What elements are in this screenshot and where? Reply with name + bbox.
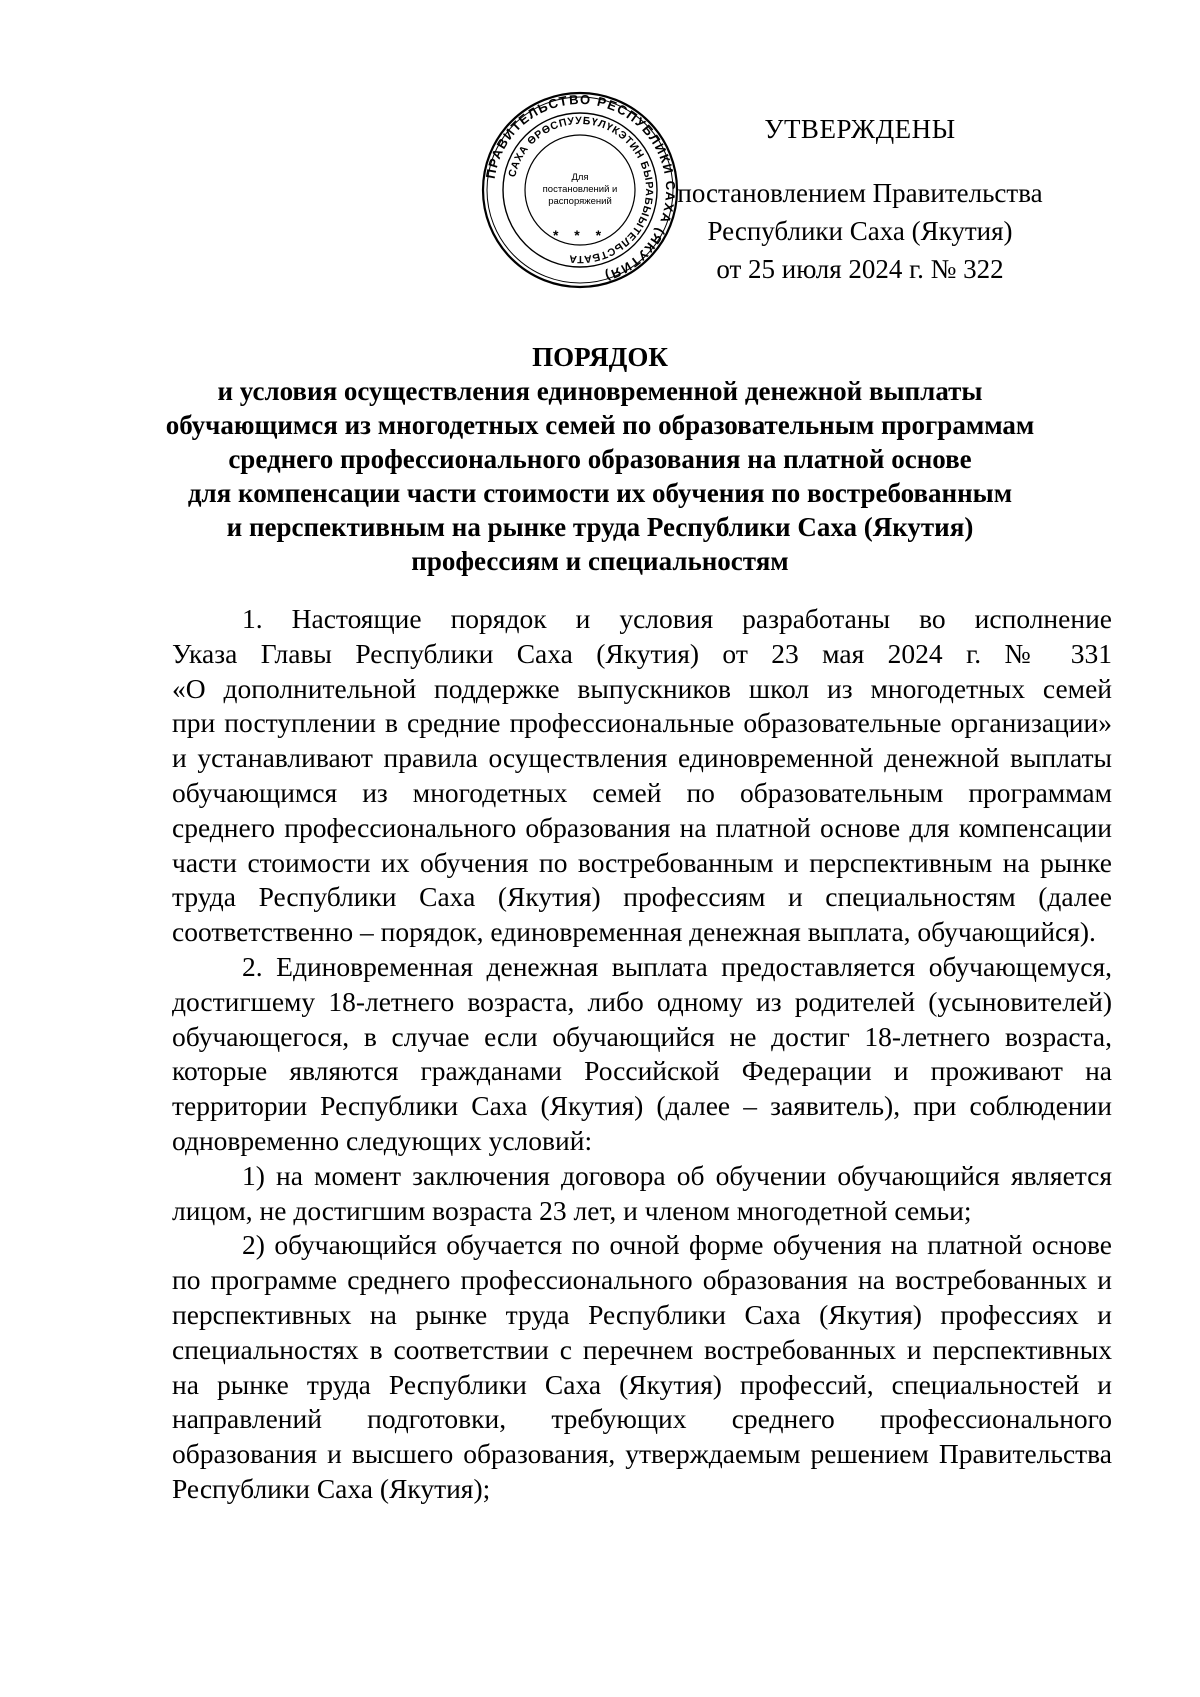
approval-line: постановлением Правительства [677,178,1043,208]
official-seal-stamp [480,90,680,290]
seal-stars: * * * [552,227,608,243]
paragraph-1-line: 1. Настоящие порядок и условия разработаны во исполнение [242,603,1112,634]
condition-2-line: 2) обучающийся обучается по очной форме обучения на платной основе [242,1229,1112,1261]
title-line: профессиям и специальностям [411,546,789,576]
paragraph-1-line: при поступлении в средние профессиональные образовательные организации» [172,707,1112,739]
paragraph-1-line: труда Республики Саха (Якутия) профессиям и специальностям (далее [172,881,1112,913]
paragraph-2-line: достигшему 18-летнего возраста, либо одному из родителей (усыновителей) [172,985,1112,1017]
title-line: обучающимся из многодетных семей по образовательным программам [165,410,1035,440]
title-line: для компенсации части стоимости их обучения по востребованным [187,478,1013,508]
paragraph-2-line: одновременно следующих условий: [172,1124,593,1156]
title-line: и условия осуществления единовременной денежной выплаты [217,376,983,406]
seal-inner-text: САХА ӨРӨСПУУБҮЛҮКЭТИН БЫРАБЫЫТЕЛЬСТБАТА [506,114,656,266]
approval-label: УТВЕРЖДЕНЫ [764,114,956,144]
document-title [150,340,1050,578]
condition-2-line: Республики Саха (Якутия); [172,1472,491,1504]
condition-1-line: 1) на момент заключения договора об обучении обучающийся является [242,1159,1112,1191]
paragraph-1-line: части стоимости их обучения по востребованным и перспективным на рынке [172,846,1112,878]
condition-1-line: лицом, не достигшим возраста 23 лет, и членом многодетной семьи; [172,1194,972,1226]
paragraph-1-line: и устанавливают правила осуществления единовременной денежной выплаты [172,742,1112,774]
condition-2-line: образования и высшего образования, утверждаемым решением Правительства [172,1438,1112,1470]
paragraph-1-line: обучающимся из многодетных семей по образовательным программам [172,776,1112,808]
title-line: и перспективным на рынке труда Республики Саха (Якутия) [226,512,974,542]
paragraph-1-line: среднего профессионального образования на платной основе для компенсации [172,811,1112,843]
condition-2-line: на рынке труда Республики Саха (Якутия) профессий, специальностей и [172,1368,1112,1400]
seal-center-line-1: Для [571,172,589,183]
condition-2-line: направлений подготовки, требующих среднего профессионального [172,1403,1112,1435]
condition-2-line: по программе среднего профессионального образования на востребованных и [172,1264,1112,1296]
paragraph-1-line: «О дополнительной поддержке выпускников школ из многодетных семей [172,672,1112,704]
approval-line: Республики Саха (Якутия) [707,216,1013,246]
condition-2-line: специальностях в соответствии с перечнем востребованных и перспективных [172,1333,1112,1365]
seal-outer-text: ПРАВИТЕЛЬСТВО РЕСПУБЛИКИ САХА (ЯКУТИЯ) [482,91,679,285]
title-heading: ПОРЯДОК [532,342,668,372]
document-body [172,602,1112,1507]
paragraph-2-line: 2. Единовременная денежная выплата предоставляется обучающемуся, [242,950,1112,982]
condition-2-line: перспективных на рынке труда Республики Саха (Якутия) профессиях и [172,1298,1112,1330]
title-line: среднего профессионального образования на платной основе [228,444,972,474]
paragraph-2-line: территории Республики Саха (Якутия) (далее – заявитель), при соблюдении [172,1090,1112,1122]
paragraph-2-line: которые являются гражданами Российской Федерации и проживают на [172,1055,1112,1087]
approval-block [670,110,1050,288]
seal-center-line-3: распоряжений [548,196,612,207]
approval-line: от 25 июля 2024 г. № 322 [716,254,1004,284]
paragraph-1-line: соответственно – порядок, единовременная денежная выплата, обучающийся). [172,916,1096,948]
paragraph-1-line: Указа Главы Республики Саха (Якутия) от 23 мая 2024 г. № 331 [172,637,1112,669]
seal-center-line-2: постановлений и [542,184,618,195]
paragraph-2-line: обучающегося, в случае если обучающийся не достиг 18-летнего возраста, [172,1020,1112,1052]
